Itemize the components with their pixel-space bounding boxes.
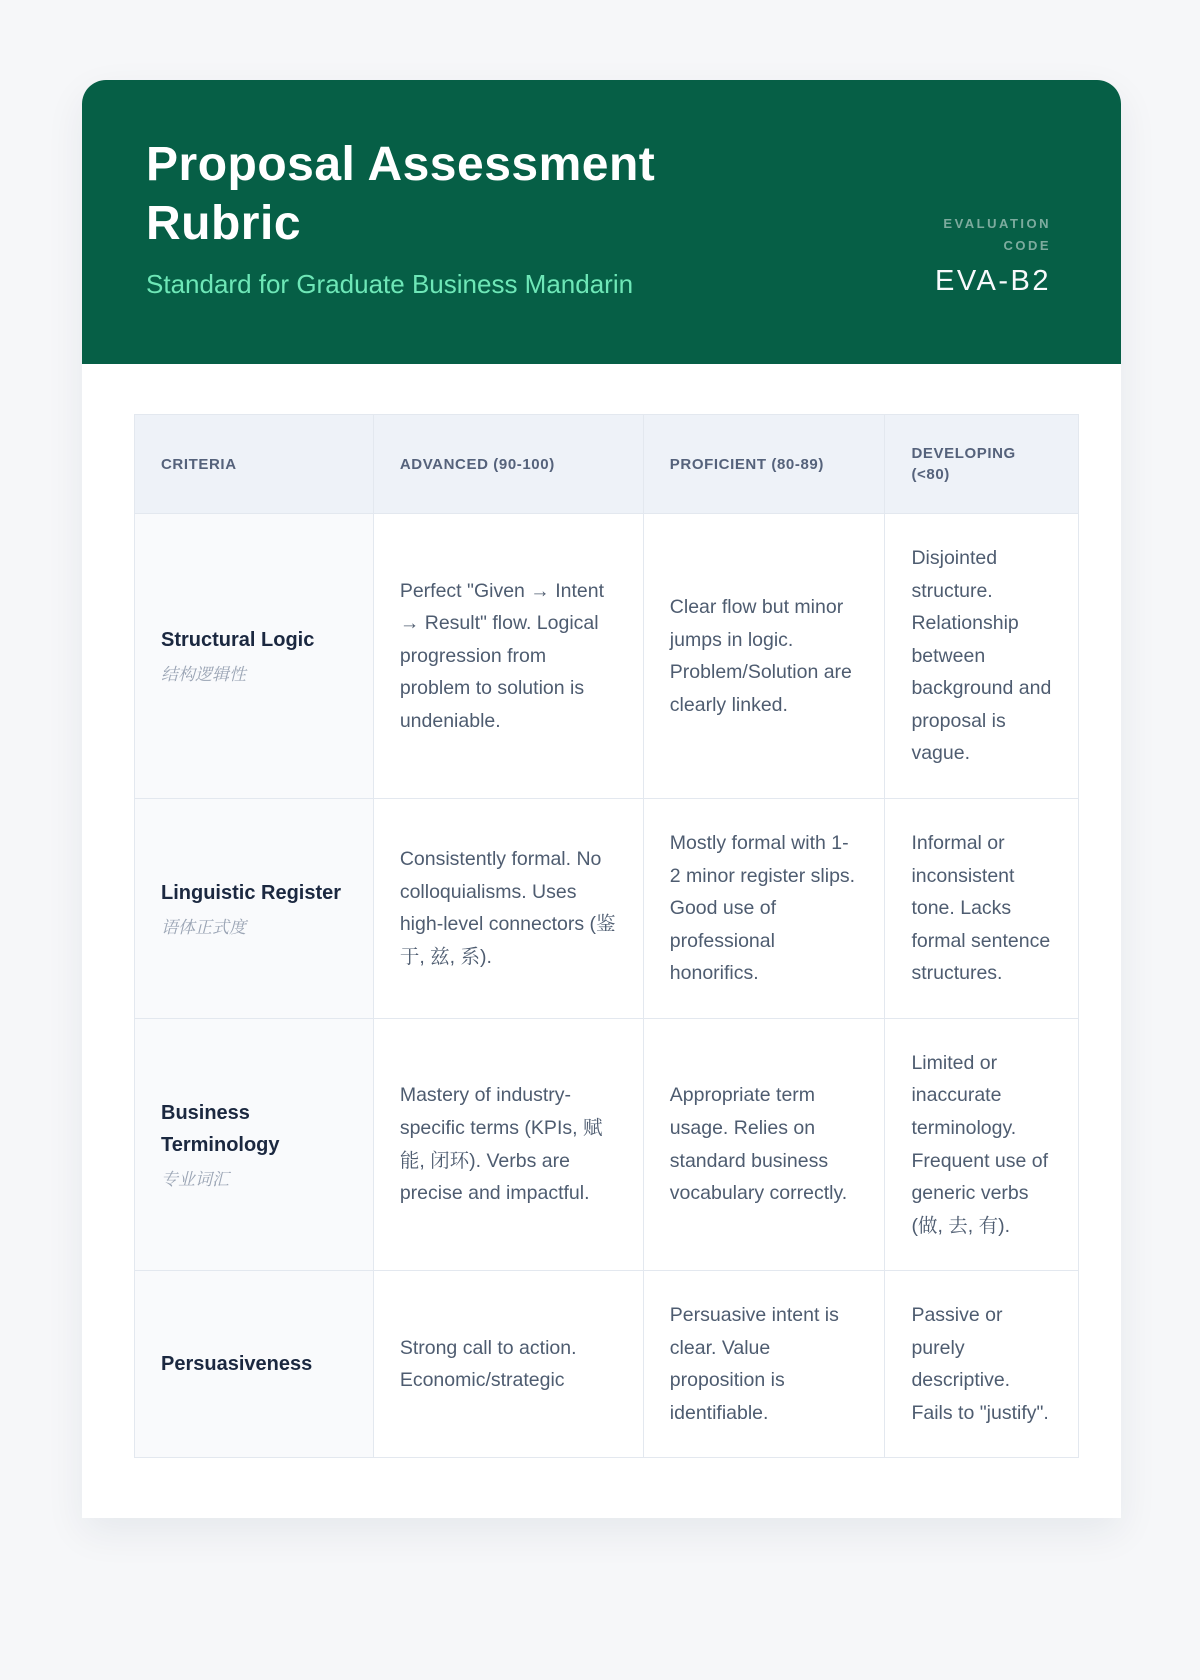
criterion-name-chinese: 结构逻辑性	[161, 665, 246, 685]
card-header	[82, 80, 1121, 364]
evaluation-code-value: EVA-B2	[934, 265, 1051, 298]
criterion-name: Persuasiveness	[161, 1353, 313, 1376]
evaluation-code-block	[935, 213, 1051, 300]
table-row-linguistic-register	[135, 799, 1079, 1019]
page-title: Proposal Assessment Rubric	[146, 138, 656, 250]
evaluation-code-label-line2: CODE	[1003, 238, 1051, 253]
cell-advanced: Consistently formal. No colloquialisms. Uses high-level connectors (鉴于, 兹, 系).	[373, 799, 643, 1019]
table-row-business-terminology	[135, 1018, 1079, 1270]
criterion-cell	[135, 799, 374, 1019]
criterion-name: Structural Logic	[161, 629, 315, 652]
evaluation-code-label-line1: EVALUATION	[943, 215, 1051, 231]
cell-proficient: Appropriate term usage. Relies on standard business vocabulary correctly.	[643, 1018, 885, 1270]
criterion-cell	[135, 1018, 374, 1270]
cell-proficient: Clear flow but minor jumps in logic. Problem/Solution are clearly linked.	[643, 514, 885, 799]
column-header-advanced: ADVANCED (90-100)	[373, 415, 643, 514]
cell-developing: Informal or inconsistent tone. Lacks formal sentence structures.	[885, 799, 1079, 1019]
cell-advanced: Mastery of industry-specific terms (KPIs, 赋能, 闭环). Verbs are precise and impactful.	[373, 1018, 643, 1270]
cell-developing: Passive or purely descriptive. Fails to "justify".	[885, 1271, 1079, 1458]
page	[0, 80, 1200, 1518]
cell-proficient: Persuasive intent is clear. Value proposition is identifiable.	[643, 1271, 885, 1458]
table-header-row	[135, 415, 1079, 514]
page-subtitle: Standard for Graduate Business Mandarin	[146, 269, 634, 300]
criterion-cell	[135, 1271, 374, 1458]
criterion-name-chinese: 专业词汇	[161, 1169, 229, 1189]
criterion-name-chinese: 语体正式度	[161, 917, 246, 937]
rubric-table	[134, 414, 1079, 1458]
cell-proficient: Mostly formal with 1-2 minor register slips. Good use of professional honorifics.	[643, 799, 885, 1019]
criterion-name: Linguistic Register	[161, 881, 342, 904]
rubric-card	[82, 80, 1121, 1518]
criterion-name: Business Terminology	[161, 1101, 280, 1156]
cell-developing: Limited or inaccurate terminology. Frequent use of generic verbs (做, 去, 有).	[885, 1018, 1079, 1270]
header-title-block	[146, 136, 806, 300]
column-header-proficient: PROFICIENT (80-89)	[643, 415, 885, 514]
cell-advanced: Strong call to action. Economic/strategic	[373, 1271, 643, 1458]
table-row-persuasiveness	[135, 1271, 1079, 1458]
cell-advanced: Perfect "Given → Intent → Result" flow. Logical progression from problem to solution is undeniable.	[373, 514, 643, 799]
column-header-developing: DEVELOPING (<80)	[885, 415, 1079, 514]
criterion-cell	[135, 514, 374, 799]
table-row-structural-logic	[135, 514, 1079, 799]
cell-developing: Disjointed structure. Relationship between background and proposal is vague.	[885, 514, 1079, 799]
table-container	[82, 364, 1121, 1518]
column-header-criteria: CRITERIA	[135, 415, 374, 514]
evaluation-code-label	[935, 213, 1051, 257]
